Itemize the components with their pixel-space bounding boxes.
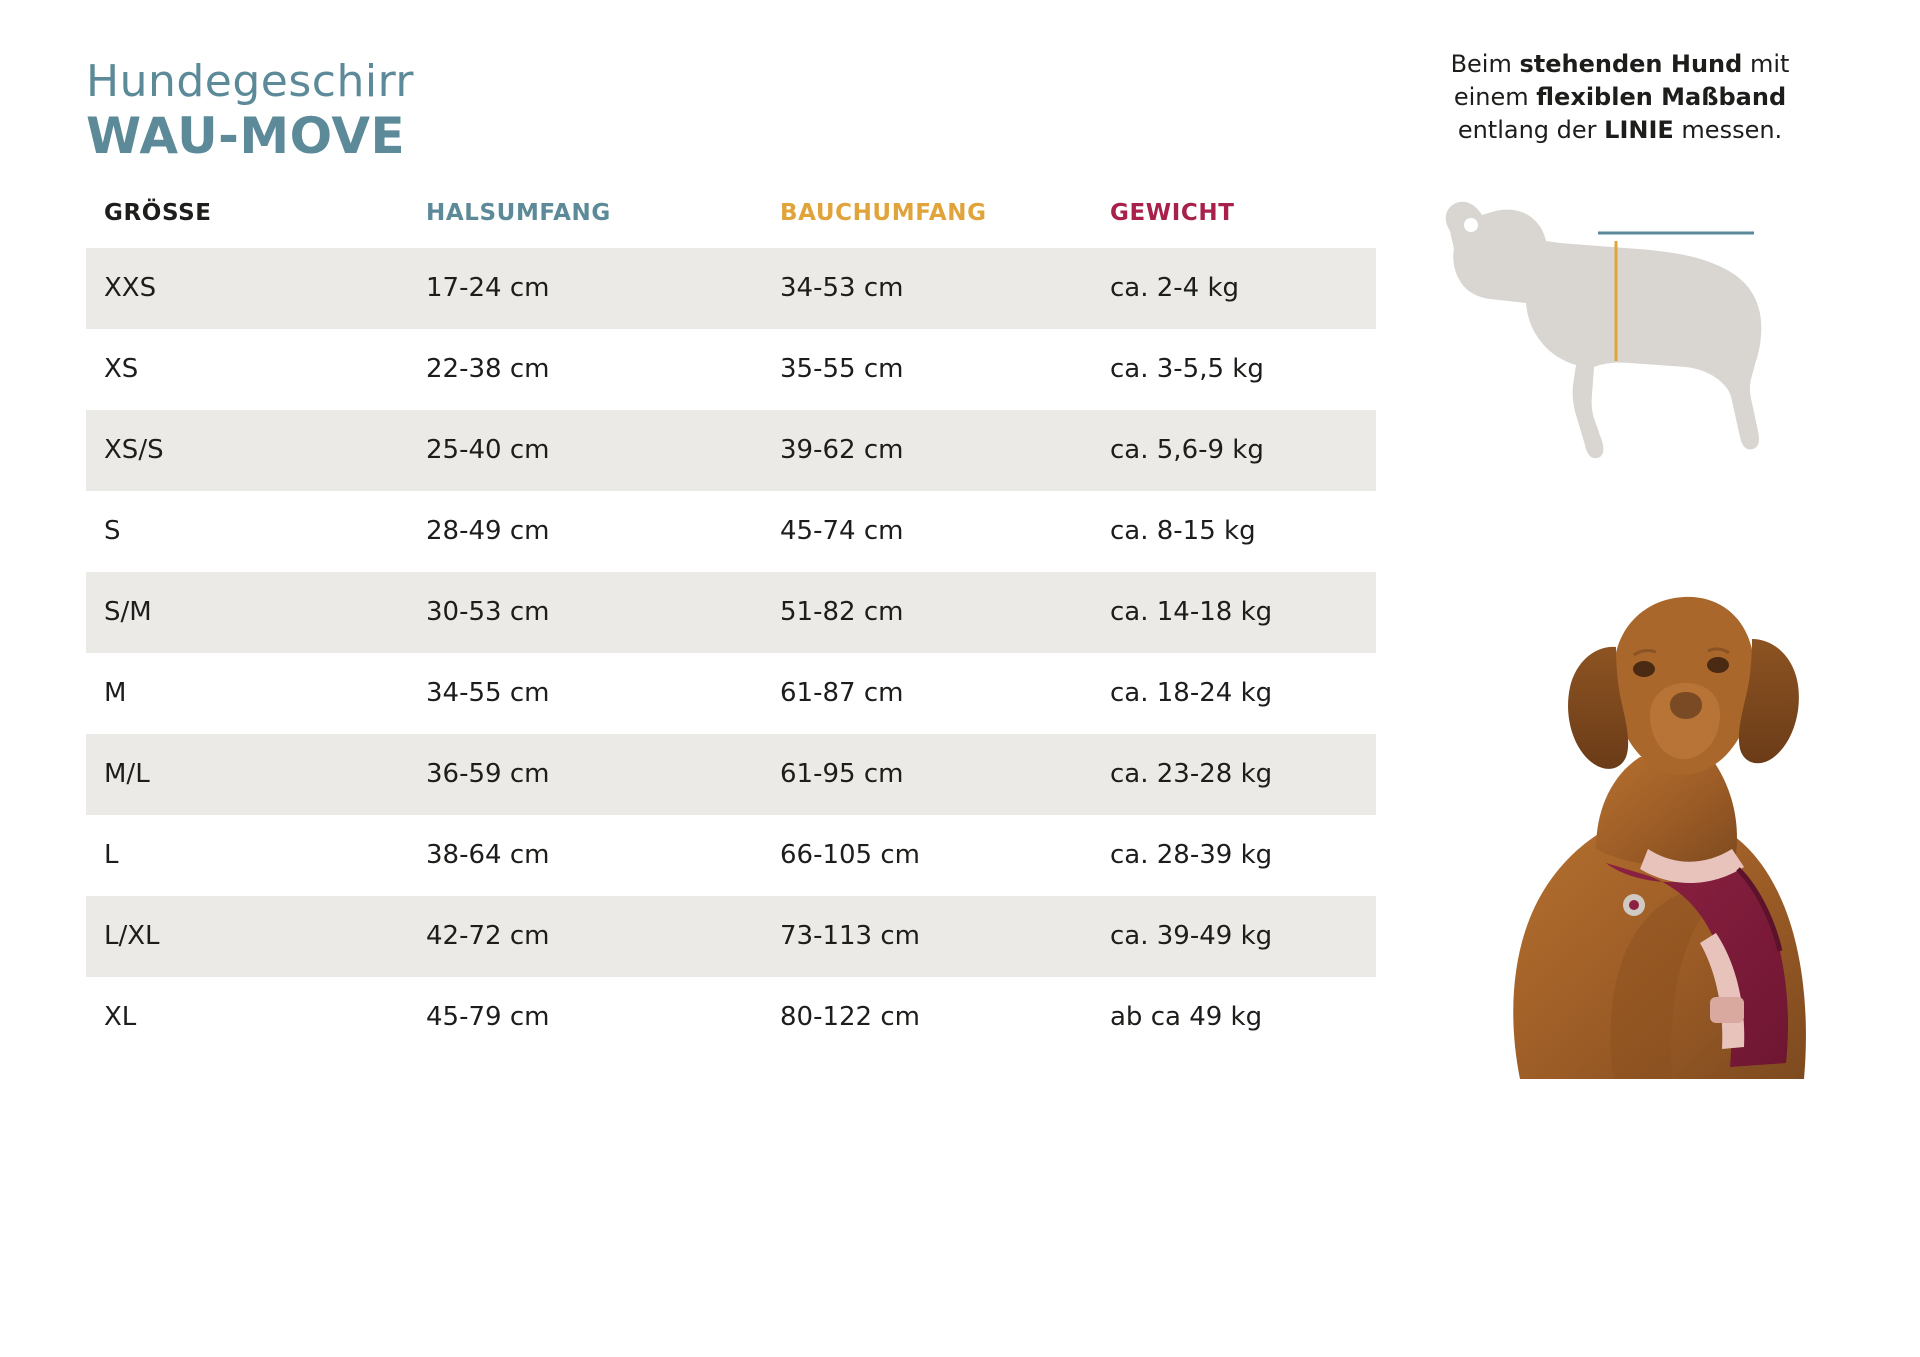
harness-buckle [1710,997,1744,1023]
cell-belly: 35-55 cm [780,354,904,385]
table-body [86,248,1376,1058]
cell-weight: ca. 5,6-9 kg [1092,410,1376,491]
cell-weight: ca. 2-4 kg [1092,248,1376,329]
cell-size: L/XL [86,896,408,977]
cell-belly: 80-122 cm [780,1002,920,1033]
instruction-bold-standing-dog: stehenden Hund [1519,50,1743,78]
instruction-part-4: messen. [1673,116,1783,145]
table-row [86,815,1376,896]
measuring-instructions-section [1400,48,1840,1079]
measuring-instructions-text [1430,48,1810,147]
column-header-neck: HALSUMFANG [426,199,611,226]
cell-belly: 61-87 cm [780,678,904,709]
title-product-type: Hundegeschirr [86,56,414,107]
cell-neck: 38-64 cm [426,840,550,871]
cell-weight: ca. 39-49 kg [1092,896,1376,977]
table-row [86,734,1376,815]
cell-belly: 61-95 cm [762,734,1092,815]
dog-photo-with-harness [1400,519,1840,1079]
cell-neck: 34-55 cm [426,678,550,709]
instruction-part-1: Beim [1450,50,1520,78]
cell-belly: 34-53 cm [762,248,1092,329]
cell-neck: 30-53 cm [408,572,762,653]
cell-neck: 45-79 cm [426,1002,550,1033]
table-header-row [86,182,1376,248]
page-title [86,58,1376,164]
cell-weight: ca. 8-15 kg [1110,516,1256,547]
cell-belly: 45-74 cm [780,516,904,547]
cell-neck: 36-59 cm [408,734,762,815]
table-row [86,410,1376,491]
table-row [86,248,1376,329]
cell-neck: 17-24 cm [408,248,762,329]
size-table [86,182,1376,1058]
dog-silhouette-illustration [1420,179,1820,509]
instruction-part-2: mit einem [1453,50,1790,112]
cell-weight: ca. 3-5,5 kg [1110,354,1264,385]
cell-neck: 42-72 cm [408,896,762,977]
table-row [86,896,1376,977]
cell-weight: ca. 23-28 kg [1092,734,1376,815]
dog-silhouette-shape [1446,202,1762,501]
cell-size: XS [104,354,139,385]
cell-belly: 66-105 cm [780,840,920,871]
column-header-weight: GEWICHT [1110,199,1235,226]
title-product-name: WAU-MOVE [86,106,406,165]
cell-belly: 39-62 cm [762,410,1092,491]
table-row [86,977,1376,1058]
table-row [86,653,1376,734]
cell-neck: 28-49 cm [426,516,550,547]
cell-size: L [104,840,119,871]
cell-belly: 51-82 cm [762,572,1092,653]
instruction-bold-line: LINIE [1604,116,1674,145]
instruction-bold-flexible-tape: flexiblen Maßband [1536,83,1787,112]
cell-weight: ca. 14-18 kg [1092,572,1376,653]
dog-neck [1596,757,1737,866]
dog-eye-right [1707,657,1729,673]
dog-head [1568,597,1799,775]
table-row [86,329,1376,410]
table-row [86,491,1376,572]
column-header-size: GRÖSSE [104,199,212,226]
cell-belly: 73-113 cm [762,896,1092,977]
cell-size: M [104,678,127,709]
dog-eye-left [1633,661,1655,677]
cell-neck: 25-40 cm [408,410,762,491]
cell-neck: 22-38 cm [426,354,550,385]
table-row [86,572,1376,653]
table-header [86,182,1376,248]
cell-size: XXS [86,248,408,329]
instruction-part-3: entlang der [1457,116,1605,145]
cell-size: S/M [86,572,408,653]
column-header-belly: BAUCHUMFANG [780,199,987,226]
size-table-section [86,58,1376,1058]
cell-size: M/L [86,734,408,815]
cell-weight: ab ca 49 kg [1110,1002,1263,1033]
cell-size: XL [104,1002,137,1033]
cell-weight: ca. 18-24 kg [1110,678,1273,709]
cell-size: S [104,516,121,547]
cell-size: XS/S [86,410,408,491]
cell-weight: ca. 28-39 kg [1110,840,1273,871]
